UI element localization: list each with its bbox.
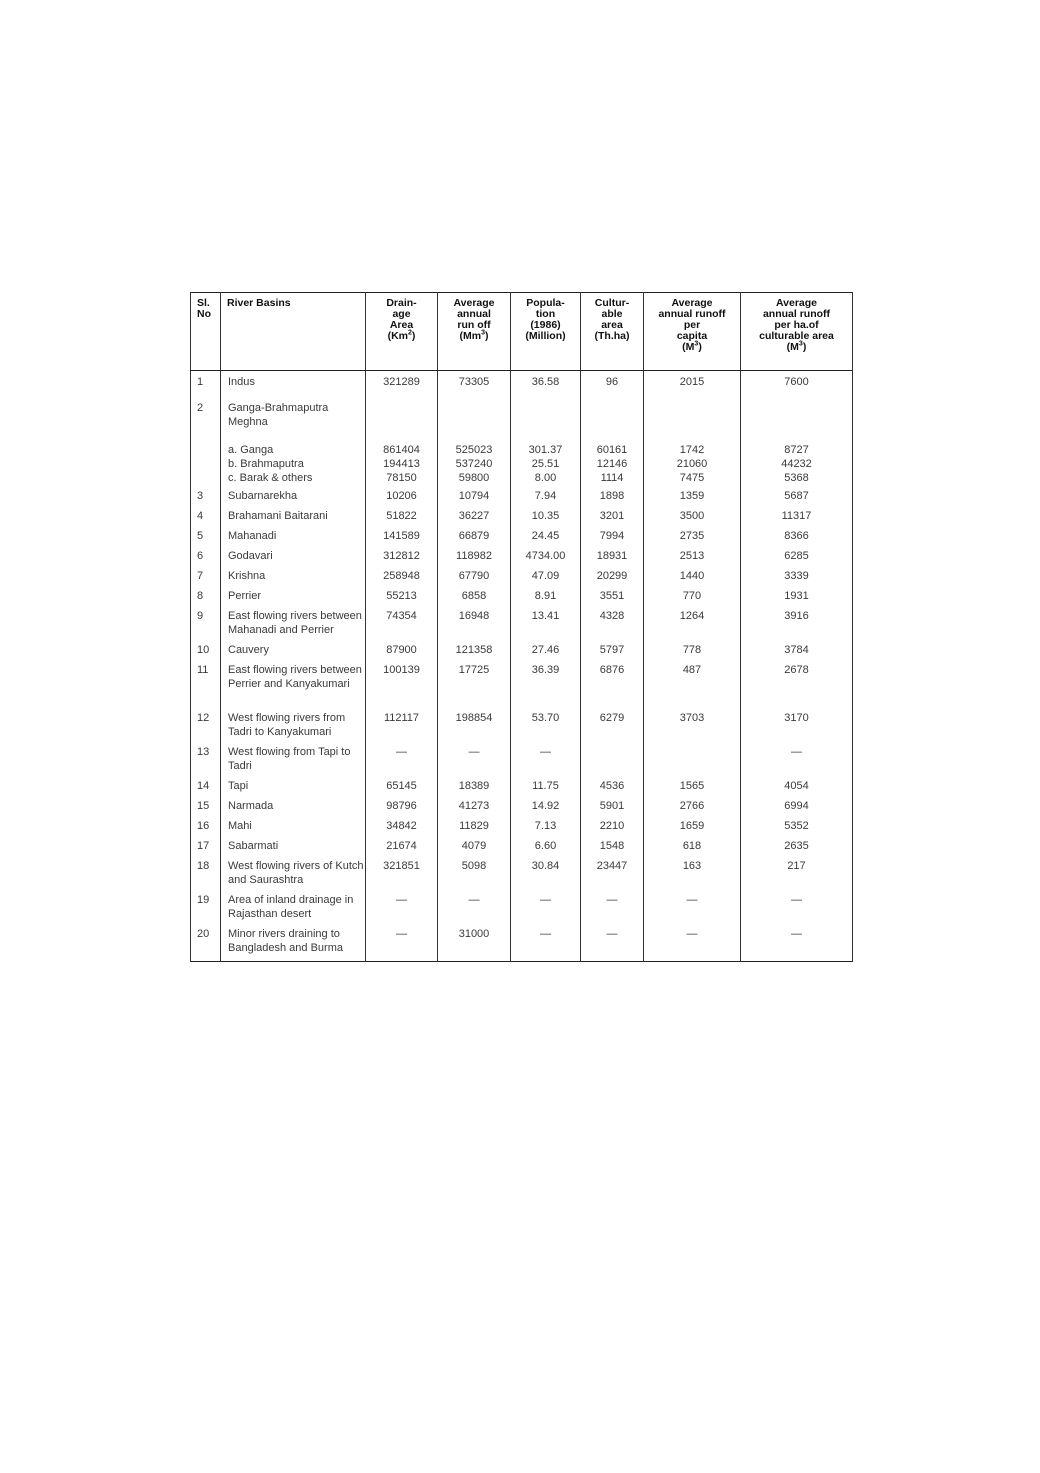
cell-population: 27.46	[511, 641, 581, 661]
cell-drainage-area: 74354	[366, 607, 438, 641]
header-population-line: (Million)	[525, 330, 566, 342]
cell-river-basin: a. Ganga	[221, 443, 366, 457]
unit-superscript: 3	[694, 340, 699, 348]
cell-runoff-per-capita: 1440	[644, 567, 741, 587]
header-drainage-line: Drain-	[386, 297, 417, 309]
cell-runoff-per-capita: 1264	[644, 607, 741, 641]
cell-culturable-area: 1114	[581, 471, 644, 487]
cell-population	[511, 393, 581, 443]
header-population	[511, 293, 581, 371]
cell-drainage-area: 21674	[366, 837, 438, 857]
header-culturable-area	[581, 293, 644, 371]
cell-runoff-per-capita: 3500	[644, 507, 741, 527]
table-row	[191, 587, 853, 607]
cell-sl-no: 12	[191, 709, 221, 743]
cell-river-basin: East flowing rivers between Perrier and Kanyakumari	[221, 661, 366, 709]
cell-sl-no	[191, 457, 221, 471]
table-row	[191, 507, 853, 527]
cell-culturable-area: 5901	[581, 797, 644, 817]
cell-runoff-per-ha: 2635	[741, 837, 853, 857]
cell-river-basin: Godavari	[221, 547, 366, 567]
cell-culturable-area: 96	[581, 371, 644, 394]
cell-river-basin: Minor rivers draining to Bangladesh and Burma	[221, 925, 366, 962]
cell-drainage-area: 141589	[366, 527, 438, 547]
unit-text: (M	[682, 341, 695, 353]
cell-runoff-per-ha	[741, 393, 853, 443]
cell-drainage-area: 34842	[366, 817, 438, 837]
cell-drainage-area: —	[366, 891, 438, 925]
cell-runoff-per-ha: 44232	[741, 457, 853, 471]
header-runoff-per-ha	[741, 293, 853, 371]
cell-culturable-area: 6279	[581, 709, 644, 743]
unit-text: (M	[786, 341, 799, 353]
cell-runoff-per-ha: 2678	[741, 661, 853, 709]
cell-sl-no	[191, 471, 221, 487]
table-row	[191, 925, 853, 962]
cell-population: 24.45	[511, 527, 581, 547]
cell-culturable-area: 23447	[581, 857, 644, 891]
cell-culturable-area: —	[581, 925, 644, 962]
cell-annual-runoff: 16948	[438, 607, 511, 641]
cell-population: 8.91	[511, 587, 581, 607]
header-runoff-line: annual	[457, 308, 491, 320]
cell-sl-no: 15	[191, 797, 221, 817]
cell-annual-runoff: 10794	[438, 487, 511, 507]
cell-population: 36.39	[511, 661, 581, 709]
cell-runoff-per-capita: 778	[644, 641, 741, 661]
cell-runoff-per-ha: 3339	[741, 567, 853, 587]
cell-annual-runoff: 18389	[438, 777, 511, 797]
unit-superscript: 3	[798, 340, 803, 348]
unit-text: )	[485, 330, 489, 342]
table-row	[191, 547, 853, 567]
cell-runoff-per-ha: 5352	[741, 817, 853, 837]
cell-population: 8.00	[511, 471, 581, 487]
cell-drainage-area: 87900	[366, 641, 438, 661]
cell-drainage-area: 55213	[366, 587, 438, 607]
cell-runoff-per-ha: 5368	[741, 471, 853, 487]
table-row	[191, 777, 853, 797]
cell-runoff-per-capita: 2735	[644, 527, 741, 547]
cell-drainage-area: —	[366, 743, 438, 777]
cell-runoff-per-ha: 3784	[741, 641, 853, 661]
cell-sl-no: 4	[191, 507, 221, 527]
cell-runoff-per-ha: 3916	[741, 607, 853, 641]
cell-population: 14.92	[511, 797, 581, 817]
cell-drainage-area: 321851	[366, 857, 438, 891]
table-row	[191, 891, 853, 925]
unit-text: )	[802, 341, 807, 353]
unit-text: (Km	[387, 330, 408, 342]
cell-drainage-area: 312812	[366, 547, 438, 567]
header-per-ha-line: annual runoff	[762, 308, 831, 320]
header-per-capita-line: annual runoff	[658, 308, 726, 320]
cell-river-basin: West flowing from Tapi to Tadri	[221, 743, 366, 777]
cell-annual-runoff: 6858	[438, 587, 511, 607]
cell-culturable-area: 3201	[581, 507, 644, 527]
cell-annual-runoff: 5098	[438, 857, 511, 891]
cell-annual-runoff: 66879	[438, 527, 511, 547]
cell-annual-runoff: 41273	[438, 797, 511, 817]
header-sl-no	[191, 293, 221, 371]
cell-runoff-per-capita: 1359	[644, 487, 741, 507]
cell-runoff-per-ha: —	[741, 891, 853, 925]
cell-drainage-area: 51822	[366, 507, 438, 527]
cell-river-basin: Narmada	[221, 797, 366, 817]
cell-runoff-per-ha: 8727	[741, 443, 853, 457]
header-per-capita-line: Average	[671, 297, 713, 309]
table-row	[191, 393, 853, 443]
cell-runoff-per-ha: 3170	[741, 709, 853, 743]
cell-runoff-per-capita: —	[644, 925, 741, 962]
cell-population: 301.37	[511, 443, 581, 457]
cell-river-basin: Indus	[221, 371, 366, 394]
table-row	[191, 443, 853, 457]
cell-runoff-per-capita: 1659	[644, 817, 741, 837]
cell-annual-runoff: —	[438, 891, 511, 925]
cell-population: —	[511, 925, 581, 962]
cell-culturable-area: 5797	[581, 641, 644, 661]
cell-annual-runoff: 59800	[438, 471, 511, 487]
cell-drainage-area: 98796	[366, 797, 438, 817]
cell-population: 10.35	[511, 507, 581, 527]
unit-text: )	[411, 330, 416, 342]
cell-runoff-per-capita: 2513	[644, 547, 741, 567]
cell-runoff-per-capita: 618	[644, 837, 741, 857]
cell-river-basin: c. Barak & others	[221, 471, 366, 487]
cell-runoff-per-ha: —	[741, 743, 853, 777]
cell-annual-runoff: 4079	[438, 837, 511, 857]
cell-runoff-per-ha: 217	[741, 857, 853, 891]
header-row	[191, 293, 853, 371]
header-sl-line: No	[197, 308, 211, 320]
cell-culturable-area: 1898	[581, 487, 644, 507]
table-row	[191, 817, 853, 837]
cell-annual-runoff: 67790	[438, 567, 511, 587]
unit-superscript: 3	[481, 329, 485, 337]
cell-culturable-area: 2210	[581, 817, 644, 837]
header-population-line: (1986)	[530, 319, 561, 331]
river-basins-table	[190, 292, 853, 962]
header-per-capita-line: capita	[676, 330, 708, 342]
cell-runoff-per-capita: 7475	[644, 471, 741, 487]
cell-sl-no	[191, 443, 221, 457]
cell-drainage-area: 10206	[366, 487, 438, 507]
header-runoff-line: run off	[457, 319, 491, 331]
header-per-ha-line: per ha.of	[774, 319, 819, 331]
header-per-ha-line: Average	[775, 297, 818, 309]
cell-runoff-per-ha: 11317	[741, 507, 853, 527]
cell-culturable-area: 3551	[581, 587, 644, 607]
header-sl-line: Sl.	[197, 297, 210, 309]
header-runoff-per-capita	[644, 293, 741, 371]
table-row	[191, 797, 853, 817]
cell-river-basin: Mahi	[221, 817, 366, 837]
cell-annual-runoff: 73305	[438, 371, 511, 394]
cell-sl-no: 9	[191, 607, 221, 641]
cell-population: —	[511, 891, 581, 925]
cell-drainage-area: 112117	[366, 709, 438, 743]
cell-runoff-per-ha: 6285	[741, 547, 853, 567]
cell-sl-no: 20	[191, 925, 221, 962]
table-row	[191, 371, 853, 394]
cell-sl-no: 14	[191, 777, 221, 797]
cell-culturable-area: 4536	[581, 777, 644, 797]
cell-annual-runoff: 17725	[438, 661, 511, 709]
cell-annual-runoff: 537240	[438, 457, 511, 471]
cell-culturable-area	[581, 393, 644, 443]
header-runoff-line: Average	[453, 297, 495, 309]
cell-runoff-per-capita: 1565	[644, 777, 741, 797]
header-per-ha-unit	[741, 342, 852, 353]
table-row	[191, 527, 853, 547]
cell-runoff-per-ha: 6994	[741, 797, 853, 817]
table-row	[191, 607, 853, 641]
header-population-line: Popula-	[526, 297, 565, 309]
cell-sl-no: 7	[191, 567, 221, 587]
header-culturable-line: (Th.ha)	[594, 330, 630, 342]
cell-sl-no: 16	[191, 817, 221, 837]
header-drainage-line: Area	[389, 319, 414, 331]
header-basin-label: River Basins	[227, 297, 291, 309]
cell-population: 25.51	[511, 457, 581, 471]
cell-runoff-per-ha: 7600	[741, 371, 853, 394]
cell-drainage-area	[366, 393, 438, 443]
cell-culturable-area: 1548	[581, 837, 644, 857]
cell-sl-no: 1	[191, 371, 221, 394]
cell-annual-runoff: 121358	[438, 641, 511, 661]
cell-culturable-area: 12146	[581, 457, 644, 471]
cell-river-basin: Sabarmati	[221, 837, 366, 857]
table-body	[191, 371, 853, 962]
cell-runoff-per-capita: 487	[644, 661, 741, 709]
table-row	[191, 457, 853, 471]
cell-sl-no: 17	[191, 837, 221, 857]
cell-population: 47.09	[511, 567, 581, 587]
cell-river-basin: b. Brahmaputra	[221, 457, 366, 471]
cell-population: 11.75	[511, 777, 581, 797]
unit-text: )	[698, 341, 702, 353]
cell-annual-runoff: 36227	[438, 507, 511, 527]
cell-river-basin: Area of inland drainage in Rajasthan desert	[221, 891, 366, 925]
header-drainage-unit	[366, 331, 437, 342]
cell-runoff-per-ha: —	[741, 925, 853, 962]
cell-annual-runoff: 118982	[438, 547, 511, 567]
cell-sl-no: 6	[191, 547, 221, 567]
cell-annual-runoff: 11829	[438, 817, 511, 837]
cell-culturable-area	[581, 743, 644, 777]
header-culturable-line: area	[601, 319, 623, 331]
header-per-capita-line: per	[683, 319, 701, 331]
cell-sl-no: 8	[191, 587, 221, 607]
cell-culturable-area: 60161	[581, 443, 644, 457]
header-per-ha-line: culturable area	[759, 330, 834, 342]
cell-river-basin: Brahamani Baitarani	[221, 507, 366, 527]
cell-population: 7.94	[511, 487, 581, 507]
cell-sl-no: 11	[191, 661, 221, 709]
cell-runoff-per-capita: 21060	[644, 457, 741, 471]
cell-runoff-per-ha: 1931	[741, 587, 853, 607]
table-row	[191, 471, 853, 487]
cell-sl-no: 2	[191, 393, 221, 443]
cell-sl-no: 5	[191, 527, 221, 547]
cell-drainage-area: —	[366, 925, 438, 962]
cell-runoff-per-capita: 2766	[644, 797, 741, 817]
cell-drainage-area: 65145	[366, 777, 438, 797]
header-annual-runoff	[438, 293, 511, 371]
cell-culturable-area: 4328	[581, 607, 644, 641]
table-row	[191, 487, 853, 507]
cell-annual-runoff: 31000	[438, 925, 511, 962]
table-row	[191, 837, 853, 857]
header-drainage-area	[366, 293, 438, 371]
cell-population: 13.41	[511, 607, 581, 641]
cell-river-basin: Perrier	[221, 587, 366, 607]
table-row	[191, 857, 853, 891]
cell-population: 30.84	[511, 857, 581, 891]
cell-drainage-area: 78150	[366, 471, 438, 487]
cell-culturable-area: 6876	[581, 661, 644, 709]
cell-river-basin: Ganga-Brahmaputra Meghna	[221, 393, 366, 443]
cell-runoff-per-capita: 3703	[644, 709, 741, 743]
cell-population: 36.58	[511, 371, 581, 394]
cell-population: 4734.00	[511, 547, 581, 567]
cell-river-basin: Cauvery	[221, 641, 366, 661]
cell-runoff-per-ha: 8366	[741, 527, 853, 547]
unit-superscript: 2	[408, 329, 412, 337]
cell-runoff-per-ha: 5687	[741, 487, 853, 507]
cell-annual-runoff: 525023	[438, 443, 511, 457]
header-population-line: tion	[535, 308, 556, 320]
cell-runoff-per-capita: —	[644, 891, 741, 925]
cell-culturable-area: 7994	[581, 527, 644, 547]
cell-drainage-area: 100139	[366, 661, 438, 709]
unit-text: (Mm	[459, 330, 482, 342]
cell-population: 6.60	[511, 837, 581, 857]
header-runoff-unit	[438, 331, 510, 342]
cell-runoff-per-capita	[644, 743, 741, 777]
cell-river-basin: West flowing rivers of Kutch and Saurashtra	[221, 857, 366, 891]
cell-sl-no: 3	[191, 487, 221, 507]
cell-annual-runoff	[438, 393, 511, 443]
cell-river-basin: West flowing rivers from Tadri to Kanyakumari	[221, 709, 366, 743]
table-row	[191, 743, 853, 777]
header-culturable-line: able	[601, 308, 623, 320]
cell-population: —	[511, 743, 581, 777]
header-per-capita-unit	[644, 342, 740, 353]
cell-runoff-per-capita	[644, 393, 741, 443]
cell-culturable-area: —	[581, 891, 644, 925]
header-river-basins	[221, 293, 366, 371]
cell-runoff-per-capita: 163	[644, 857, 741, 891]
cell-population: 53.70	[511, 709, 581, 743]
cell-runoff-per-capita: 770	[644, 587, 741, 607]
cell-river-basin: Tapi	[221, 777, 366, 797]
cell-sl-no: 18	[191, 857, 221, 891]
cell-annual-runoff: 198854	[438, 709, 511, 743]
table-row	[191, 567, 853, 587]
cell-annual-runoff: —	[438, 743, 511, 777]
cell-runoff-per-ha: 4054	[741, 777, 853, 797]
cell-population: 7.13	[511, 817, 581, 837]
cell-culturable-area: 18931	[581, 547, 644, 567]
cell-drainage-area: 861404	[366, 443, 438, 457]
table-row	[191, 661, 853, 709]
cell-sl-no: 10	[191, 641, 221, 661]
cell-river-basin: Krishna	[221, 567, 366, 587]
cell-runoff-per-capita: 1742	[644, 443, 741, 457]
cell-sl-no: 19	[191, 891, 221, 925]
cell-sl-no: 13	[191, 743, 221, 777]
cell-river-basin: Mahanadi	[221, 527, 366, 547]
header-drainage-line: age	[392, 308, 411, 320]
cell-culturable-area: 20299	[581, 567, 644, 587]
table-row	[191, 709, 853, 743]
cell-river-basin: East flowing rivers between Mahanadi and Perrier	[221, 607, 366, 641]
cell-drainage-area: 258948	[366, 567, 438, 587]
table-row	[191, 641, 853, 661]
cell-drainage-area: 321289	[366, 371, 438, 394]
cell-river-basin: Subarnarekha	[221, 487, 366, 507]
cell-runoff-per-capita: 2015	[644, 371, 741, 394]
cell-drainage-area: 194413	[366, 457, 438, 471]
header-culturable-line: Cultur-	[594, 297, 630, 309]
